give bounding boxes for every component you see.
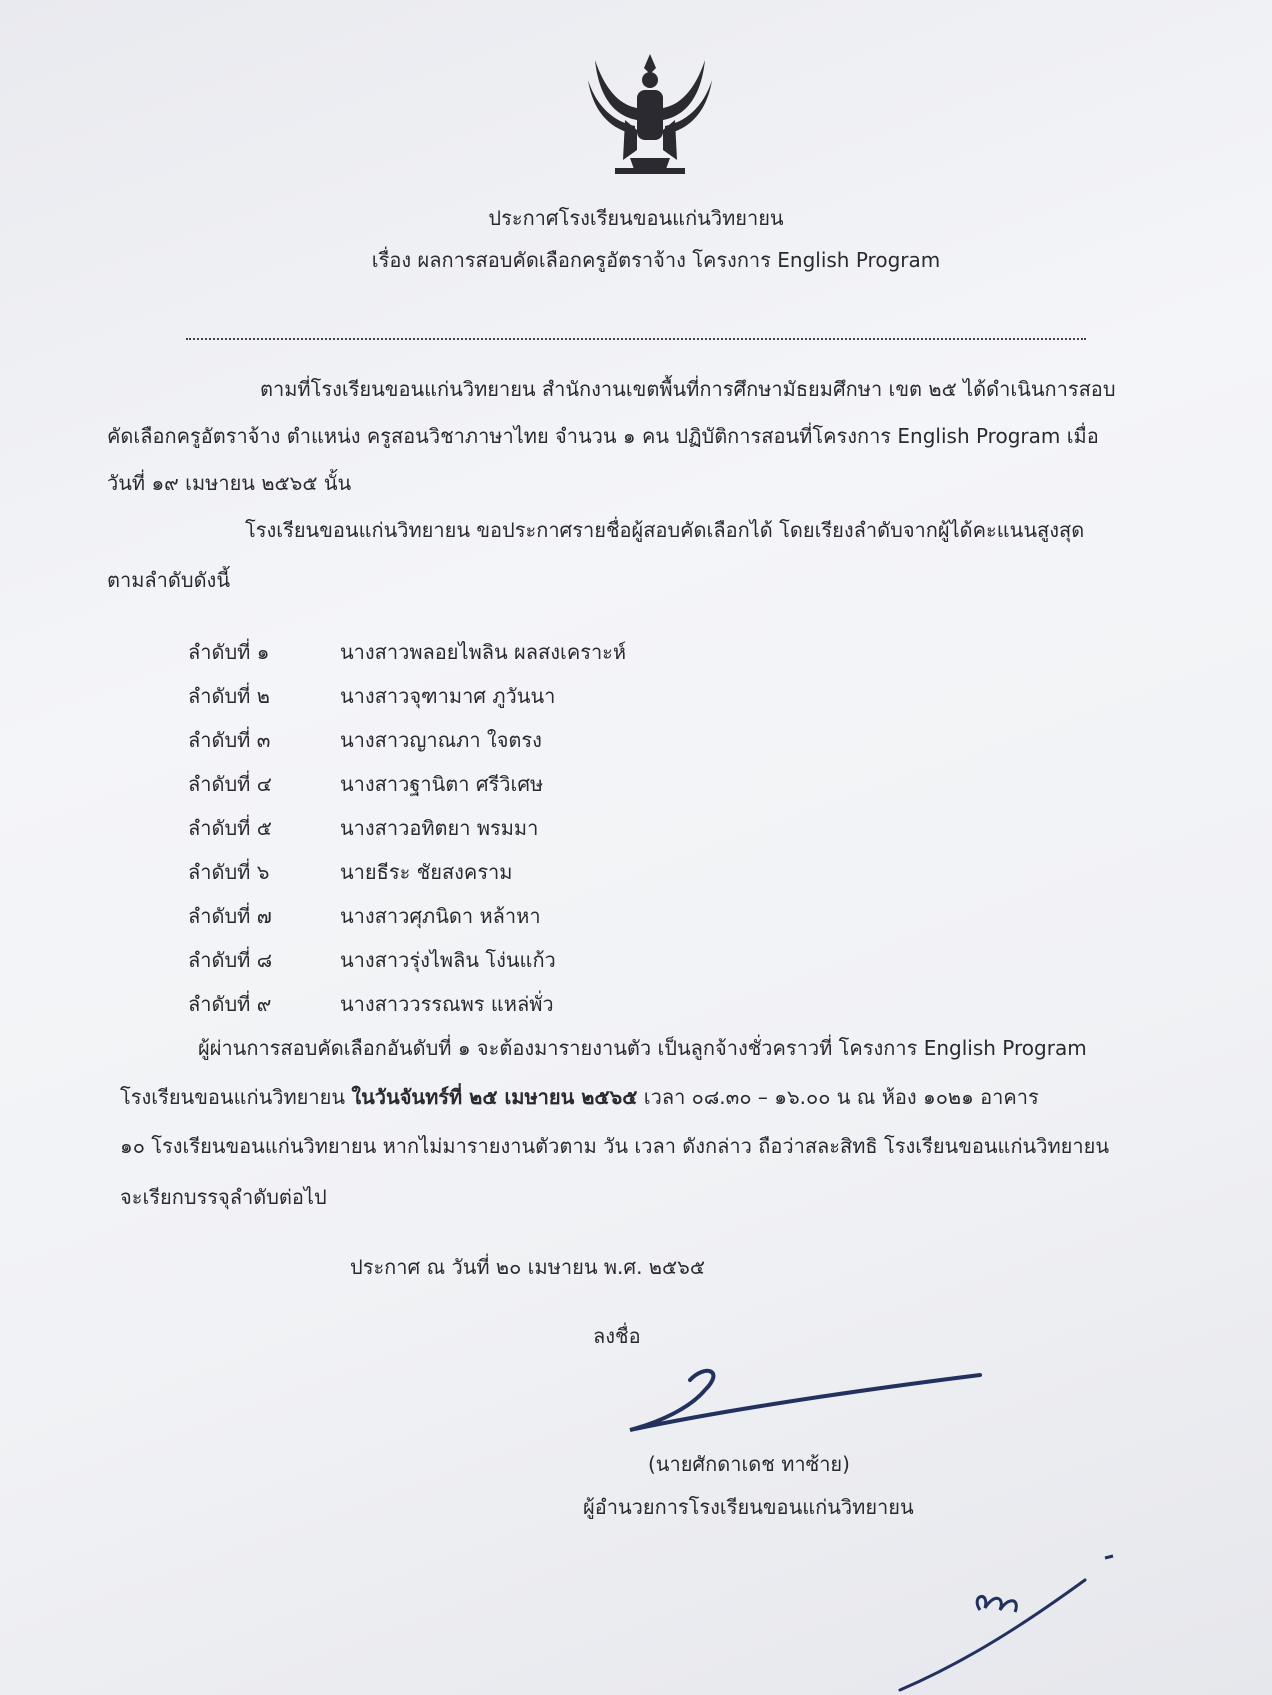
rank-label: ลำดับที่ ๖ bbox=[188, 860, 270, 884]
announcement-date: ประกาศ ณ วันที่ ๒๐ เมษายน พ.ศ. ๒๕๖๕ bbox=[350, 1255, 705, 1279]
candidate-name: นางสาวจุฑามาศ ภูวันนา bbox=[340, 684, 556, 708]
rank-label: ลำดับที่ ๙ bbox=[188, 992, 272, 1016]
candidate-name: นางสาวญาณภา ใจตรง bbox=[340, 728, 542, 752]
para2-line2: ตามลำดับดังนี้ bbox=[107, 568, 230, 592]
para3-line4: จะเรียกบรรจุลำดับต่อไป bbox=[120, 1185, 327, 1209]
candidate-name: นางสาวรุ่งไพลิน โง่นแก้ว bbox=[340, 948, 556, 972]
para3-text: โรงเรียนขอนแก่นวิทยายน bbox=[120, 1085, 352, 1109]
rank-label: ลำดับที่ ๓ bbox=[188, 728, 271, 752]
candidate-name: นางสาวฐานิตา ศรีวิเศษ bbox=[340, 772, 544, 796]
candidate-name: นายธีระ ชัยสงคราม bbox=[340, 860, 513, 884]
para1-line2: คัดเลือกครูอัตราจ้าง ตำแหน่ง ครูสอนวิชาภาษาไทย จำนวน ๑ คน ปฏิบัติการสอนที่โครงการ English Program เมื่อ bbox=[107, 424, 1099, 448]
para3-line1: ผู้ผ่านการสอบคัดเลือกอันดับที่ ๑ จะต้องมารายงานตัว เป็นลูกจ้างชั่วคราวที่ โครงการ English Program bbox=[198, 1036, 1087, 1060]
announcement-subject: เรื่อง ผลการสอบคัดเลือกครูอัตราจ้าง โครงการ English Program bbox=[371, 248, 941, 272]
divider bbox=[186, 338, 1086, 340]
ranking-row bbox=[188, 990, 554, 1018]
candidate-name: นางสาววรรณพร แหล่พั่ว bbox=[340, 992, 554, 1016]
signer-position: ผู้อำนวยการโรงเรียนขอนแก่นวิทยายน bbox=[583, 1495, 914, 1519]
ranking-row bbox=[188, 770, 543, 798]
para1-line3: วันที่ ๑๙ เมษายน ๒๕๖๕ นั้น bbox=[107, 471, 352, 495]
ranking-row bbox=[188, 858, 512, 886]
rank-label: ลำดับที่ ๔ bbox=[188, 772, 272, 796]
ranking-row bbox=[188, 814, 538, 842]
signature bbox=[620, 1360, 990, 1440]
ranking-row bbox=[188, 726, 542, 754]
rank-label: ลำดับที่ ๕ bbox=[188, 816, 272, 840]
announcement-title: ประกาศโรงเรียนขอนแก่นวิทยายน bbox=[488, 206, 784, 230]
rank-label: ลำดับที่ ๘ bbox=[188, 948, 273, 972]
signer-name: (นายศักดาเดช ทาซ้าย) bbox=[648, 1452, 850, 1476]
para3-line3: ๑๐ โรงเรียนขอนแก่นวิทยายน หากไม่มารายงานตัวตาม วัน เวลา ดังกล่าว ถือว่าสละสิทธิ โรงเรียนขอนแก่นวิทยายน bbox=[120, 1134, 1109, 1158]
para3-line2 bbox=[120, 1083, 1039, 1111]
para1-line1: ตามที่โรงเรียนขอนแก่นวิทยายน สำนักงานเขตพื้นที่การศึกษามัธยมศึกษา เขต ๒๕ ได้ดำเนินการสอบ bbox=[260, 377, 1116, 401]
ranking-row bbox=[188, 638, 626, 666]
candidate-name: นางสาวพลอยไพลิน ผลสงเคราะห์ bbox=[340, 640, 627, 664]
para3-text: เวลา ๐๘.๓๐ – ๑๖.๐๐ น ณ ห้อง ๑๐๒๑ อาคาร bbox=[637, 1085, 1039, 1109]
report-date: ในวันจันทร์ที่ ๒๕ เมษายน ๒๕๖๕ bbox=[351, 1085, 638, 1109]
sign-label: ลงชื่อ bbox=[593, 1324, 641, 1348]
garuda-emblem bbox=[585, 50, 715, 178]
candidate-name: นางสาวศุภนิดา หล้าหา bbox=[340, 904, 541, 928]
initials bbox=[880, 1550, 1120, 1695]
candidate-name: นางสาวอทิตยา พรมมา bbox=[340, 816, 539, 840]
ranking-row bbox=[188, 902, 541, 930]
ranking-row bbox=[188, 946, 556, 974]
para2-line1: โรงเรียนขอนแก่นวิทยายน ขอประกาศรายชื่อผู้สอบคัดเลือกได้ โดยเรียงลำดับจากผู้ได้คะแนนสูงสุด bbox=[245, 518, 1085, 542]
rank-label: ลำดับที่ ๑ bbox=[188, 640, 270, 664]
rank-label: ลำดับที่ ๒ bbox=[188, 684, 270, 708]
rank-label: ลำดับที่ ๗ bbox=[188, 904, 272, 928]
ranking-row bbox=[188, 682, 555, 710]
